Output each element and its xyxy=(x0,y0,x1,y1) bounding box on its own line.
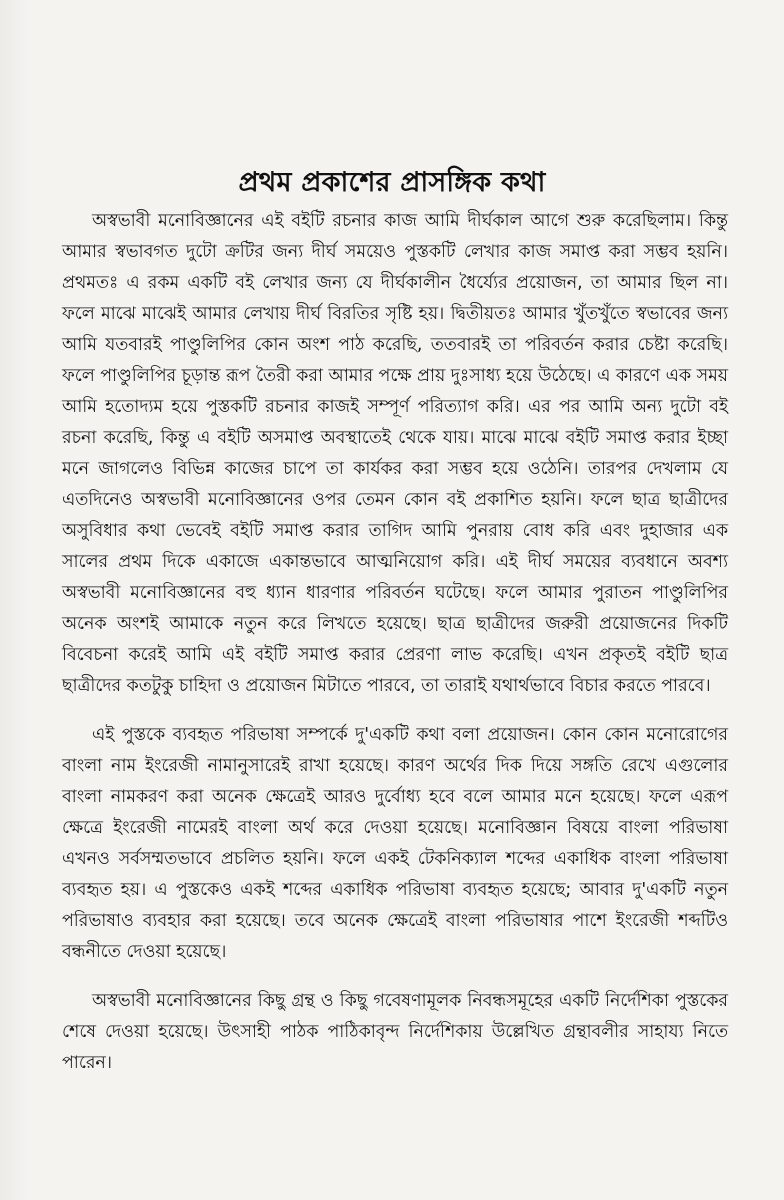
preface-body xyxy=(62,206,728,1097)
page-title: প্রথম প্রকাশের প্রাসঙ্গিক কথা xyxy=(238,167,546,198)
paragraph-1: অস্বভাবী মনোবিজ্ঞানের এই বইটি রচনার কাজ আমি দীর্ঘকাল আগে শুরু করেছিলাম। কিন্তু আমার স্বভাবগত দুটো ক্রটির জন্য দীর্ঘ সময়েও পুস্তকটি লেখার কাজ সমাপ্ত করা সম্ভব হয়নি। প্রথমতঃ এ রকম একটি বই লেখার জন্য যে দীর্ঘকালীন ধৈর্য্যের প্রয়োজন, তা আমার ছিল না। ফলে মাঝে মাঝেই আমার লেখায় দীর্ঘ বিরতির সৃষ্টি হয়। দ্বিতীয়তঃ আমার খুঁতখুঁতে স্বভাবের জন্য আমি যতবারই পাণ্ডুলিপির কোন অংশ পাঠ করেছি, ততবারই তা পরিবর্তন করার চেষ্টা করেছি। ফলে পাণ্ডুলিপির চূড়ান্ত রূপ তৈরী করা আমার পক্ষে প্রায় দুঃসাধ্য হয়ে উঠেছে। এ কারণে এক সময় আমি হতোদ্যম হয়ে পুস্তকটি রচনার কাজই সম্পূর্ণ পরিত্যাগ করি। এর পর আমি অন্য দুটো বই রচনা করেছি, কিন্তু এ বইটি অসমাপ্ত অবস্থাতেই থেকে যায়। মাঝে মাঝে বইটি সমাপ্ত করার ইচ্ছা মনে জাগলেও বিভিন্ন কাজের চাপে তা কার্যকর করা সম্ভব হয়ে ওঠেনি। তারপর দেখলাম যে এতদিনেও অস্বভাবী মনোবিজ্ঞানের ওপর তেমন কোন বই প্রকাশিত হয়নি। ফলে ছাত্র ছাত্রীদের অসুবিধার কথা ভেবেই বইটি সমাপ্ত করার তাগিদ আমি পুনরায় বোধ করি এবং দুহাজার এক সালের প্রথম দিকে একাজে একান্তভাবে আত্মনিয়োগ করি। এই দীর্ঘ সময়ের ব্যবধানে অবশ্য অস্বভাবী মনোবিজ্ঞানের বহু ধ্যান ধারণার পরিবর্তন ঘটেছে। ফলে আমার পুরাতন পাণ্ডুলিপির অনেক অংশই আমাকে নতুন করে লিখতে হয়েছে। ছাত্র ছাত্রীদের জরুরী প্রয়োজনের দিকটি বিবেচনা করেই আমি এই বইটি সমাপ্ত করার প্রেরণা লাভ করেছি। এখন প্রকৃতই বইটি ছাত্র ছাত্রীদের কতটুকু চাহিদা ও প্রয়োজন মিটাতে পারবে, তা তারাই যথার্থভাবে বিচার করতে পারবে। xyxy=(62,211,728,696)
paragraph-2: এই পুস্তকে ব্যবহৃত পরিভাষা সম্পর্কে দু'একটি কথা বলা প্রয়োজন। কোন কোন মনোরোগের বাংলা নাম ইংরেজী নামানুসারেই রাখা হয়েছে। কারণ অর্থের দিক দিয়ে সঙ্গতি রেখে এগুলোর বাংলা নামকরণ করা অনেক ক্ষেত্রেই আরও দুর্বোধ্য হবে বলে আমার মনে হয়েছে। ফলে এরূপ ক্ষেত্রে ইংরেজী নামেরই বাংলা অর্থ করে দেওয়া হয়েছে। মনোবিজ্ঞান বিষয়ে বাংলা পরিভাষা এখনও সর্বসম্মতভাবে প্রচলিত হয়নি। ফলে একই টেকনিক্যাল শব্দের একাধিক বাংলা পরিভাষা ব্যবহৃত হয়। এ পুস্তকেও একই শব্দের একাধিক পরিভাষা ব্যবহৃত হয়েছে; আবার দু'একটি নতুন পরিভাষাও ব্যবহার করা হয়েছে। তবে অনেক ক্ষেত্রেই বাংলা পরিভাষার পাশে ইংরেজী শব্দটিও বন্ধনীতে দেওয়া হয়েছে। xyxy=(62,725,728,962)
paragraph-3: অস্বভাবী মনোবিজ্ঞানের কিছু গ্রন্থ ও কিছু গবেষণামূলক নিবন্ধসমূহের একটি নির্দেশিকা পুস্তকের শেষে দেওয়া হয়েছে। উৎসাহী পাঠক পাঠিকাবৃন্দ নির্দেশিকায় উল্লেখিত গ্রন্থাবলীর সাহায্য নিতে পারেন। xyxy=(62,991,728,1073)
